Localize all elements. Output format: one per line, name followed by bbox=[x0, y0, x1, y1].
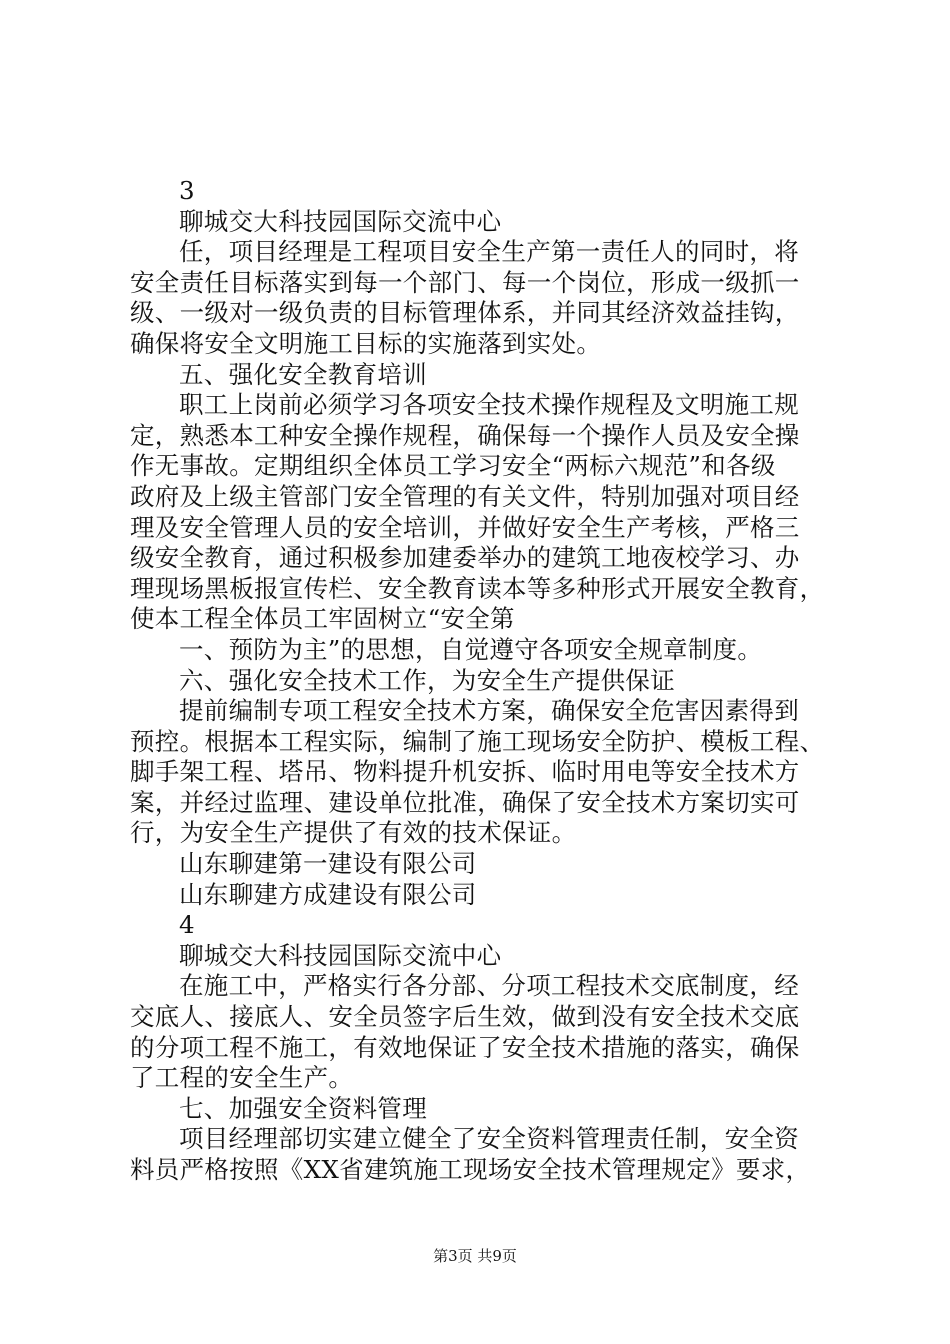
text-line: 聊城交大科技园国际交流中心 bbox=[179, 940, 502, 970]
text-line: 定，熟悉本工种安全操作规程，确保每一个操作人员及安全操 bbox=[130, 420, 800, 450]
text-line: 政府及上级主管部门安全管理的有关文件，特别加强对项目经 bbox=[130, 481, 800, 511]
text-line: 预控。根据本工程实际，编制了施工现场安全防护、模板工程、 bbox=[130, 726, 825, 756]
text-line: 级安全教育，通过积极参加建委举办的建筑工地夜校学习、办 bbox=[130, 543, 800, 573]
text-line: 交底人、接底人、安全员签字后生效，做到没有安全技术交底 bbox=[130, 1002, 800, 1032]
text-line: 使本工程全体员工牢固树立“安全第 bbox=[130, 604, 515, 634]
text-line: 级、一级对一级负责的目标管理体系，并同其经济效益挂钩， bbox=[130, 298, 800, 328]
text-line: 职工上岗前必须学习各项安全技术操作规程及文明施工规 bbox=[179, 390, 799, 420]
text-line: 七、加强安全资料管理 bbox=[179, 1093, 427, 1123]
text-line: 行，为安全生产提供了有效的技术保证。 bbox=[130, 818, 577, 848]
text-line: 山东聊建方成建设有限公司 bbox=[179, 879, 477, 909]
text-line: 在施工中，严格实行各分部、分项工程技术交底制度，经 bbox=[179, 971, 799, 1001]
text-line: 了工程的安全生产。 bbox=[130, 1063, 354, 1093]
text-line: 3 bbox=[179, 176, 195, 205]
text-line: 提前编制专项工程安全技术方案，确保安全危害因素得到 bbox=[179, 696, 799, 726]
text-line: 任，项目经理是工程项目安全生产第一责任人的同时，将 bbox=[179, 237, 799, 267]
page-footer: 第3页 共9页 bbox=[433, 1247, 517, 1265]
document-body bbox=[130, 176, 840, 1186]
text-line: 安全责任目标落实到每一个部门、每一个岗位，形成一级抓一 bbox=[130, 267, 800, 297]
text-line: 4 bbox=[179, 910, 195, 940]
text-line: 作无事故。定期组织全体员工学习安全“两标六规范”和各级 bbox=[130, 451, 776, 481]
text-line: 聊城交大科技园国际交流中心 bbox=[179, 206, 502, 236]
text-line: 案，并经过监理、建设单位批准，确保了安全技术方案切实可 bbox=[130, 787, 800, 817]
text-line: 五、强化安全教育培训 bbox=[179, 359, 427, 389]
text-line: 项目经理部切实建立健全了安全资料管理责任制，安全资 bbox=[179, 1124, 799, 1154]
text-line: 脚手架工程、塔吊、物料提升机安拆、临时用电等安全技术方 bbox=[130, 757, 800, 787]
text-line: 六、强化安全技术工作，为安全生产提供保证 bbox=[179, 665, 675, 695]
text-line: 一、预防为主”的思想，自觉遵守各项安全规章制度。 bbox=[179, 634, 763, 664]
text-line: 料员严格按照《XX省建筑施工现场安全技术管理规定》要求， bbox=[130, 1155, 811, 1184]
text-line: 的分项工程不施工，有效地保证了安全技术措施的落实，确保 bbox=[130, 1032, 800, 1062]
text-line: 理现场黑板报宣传栏、安全教育读本等多种形式开展安全教育， bbox=[130, 573, 825, 603]
text-line: 理及安全管理人员的安全培训，并做好安全生产考核，严格三 bbox=[130, 512, 800, 542]
text-line: 山东聊建第一建设有限公司 bbox=[179, 849, 477, 879]
text-line: 确保将安全文明施工目标的实施落到实处。 bbox=[130, 328, 602, 358]
